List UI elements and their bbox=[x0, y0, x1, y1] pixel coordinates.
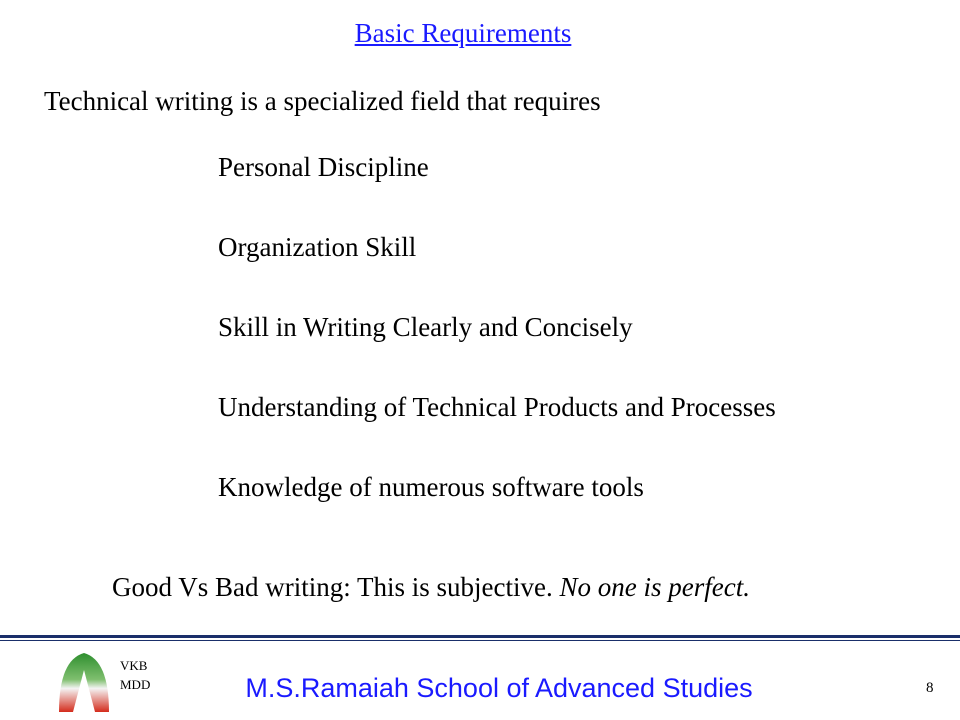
initials-line-1: VKB bbox=[120, 658, 148, 673]
requirement-item: Knowledge of numerous software tools bbox=[218, 472, 644, 502]
closing-text: Good Vs Bad writing: This is subjective. bbox=[112, 572, 560, 602]
requirement-item: Organization Skill bbox=[218, 232, 417, 262]
school-name: M.S.Ramaiah School of Advanced Studies bbox=[245, 673, 753, 703]
slide-title: Basic Requirements bbox=[354, 18, 572, 48]
closing-emphasis: No one is perfect. bbox=[559, 572, 750, 602]
requirement-item: Personal Discipline bbox=[218, 152, 429, 182]
footer-rule-thin bbox=[0, 640, 960, 641]
requirement-item: Understanding of Technical Products and Processes bbox=[218, 392, 776, 422]
footer-rule-thick bbox=[0, 635, 960, 638]
requirements-list bbox=[218, 150, 776, 550]
initials-line-2: MDD bbox=[120, 677, 151, 692]
intro-text: Technical writing is a specialized field that requires bbox=[44, 86, 601, 116]
page-number: 8 bbox=[926, 680, 934, 696]
closing-statement bbox=[112, 572, 750, 603]
requirement-item: Skill in Writing Clearly and Concisely bbox=[218, 312, 633, 342]
